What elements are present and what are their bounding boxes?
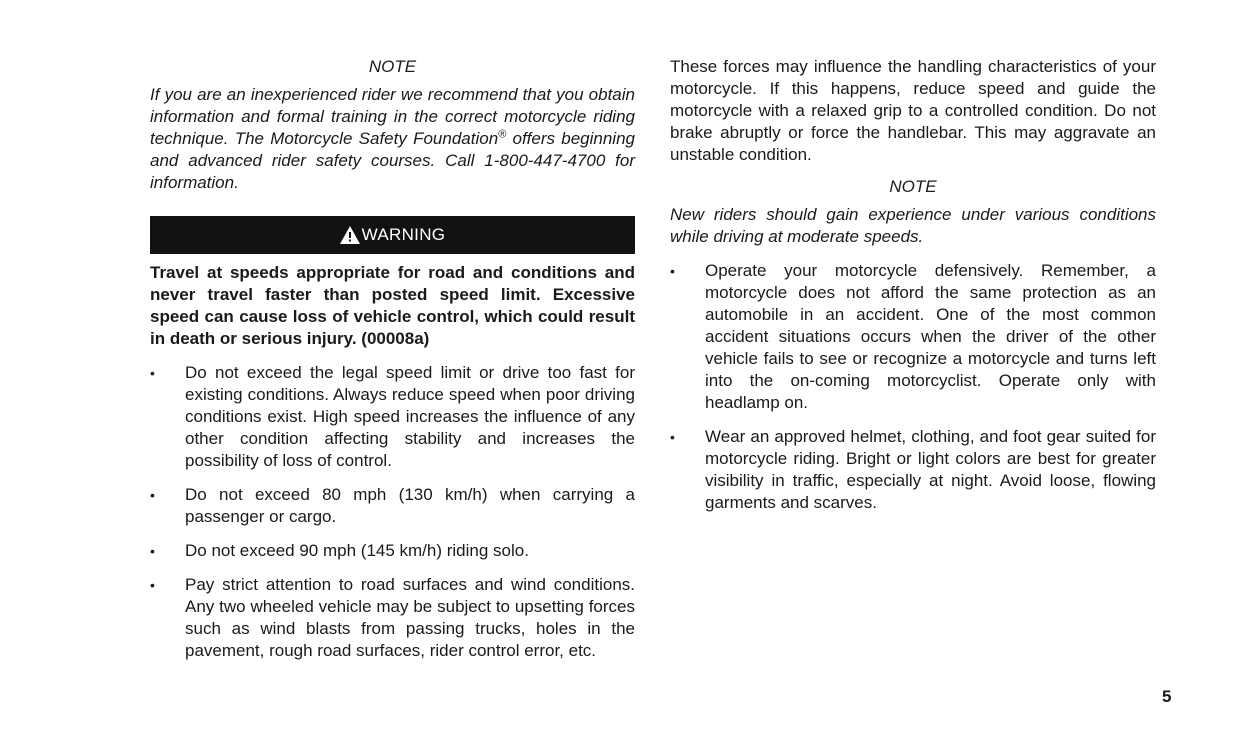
list-item: [670, 426, 1156, 514]
page-number: 5: [1162, 687, 1172, 706]
bullet-icon: •: [150, 543, 155, 559]
list-item-text: Pay strict attention to road surfaces and wind conditions. Any two wheeled vehicle may be subject to upsetting forces such as wind blasts from passing trucks, holes in the pavement, rough road surfaces, rider control error, etc.: [185, 575, 635, 660]
bullet-icon: •: [150, 487, 155, 503]
left-column: [150, 0, 635, 662]
list-item-text: Do not exceed the legal speed limit or drive too fast for existing conditions. Always reduce speed when poor driving conditions exist. High speed increases the influence of any other condition affecting stability and increases the possibility of loss of control.: [185, 363, 635, 470]
list-item: [150, 574, 635, 662]
note-text-part-2: offers beginning and advanced rider safety courses. Call 1-800-447-4700 for information.: [150, 129, 635, 192]
note-heading: NOTE: [368, 57, 417, 76]
note-text: [150, 84, 635, 194]
bullet-icon: •: [150, 365, 155, 381]
warning-text: Travel at speeds appropriate for road and conditions and never travel faster than posted speed limit. Excessive speed can cause loss of vehicle control, which could result in death or serious injury. (00008a): [150, 263, 635, 348]
list-item: [150, 540, 635, 562]
warning-bar: [150, 216, 635, 254]
right-column: [670, 0, 1156, 514]
list-item-text: Do not exceed 80 mph (130 km/h) when carrying a passenger or cargo.: [185, 485, 635, 526]
warning-triangle-icon: [340, 226, 360, 244]
warning-label: WARNING: [361, 225, 446, 244]
bullet-icon: •: [150, 577, 155, 593]
bullet-icon: •: [670, 429, 675, 445]
list-item: [150, 484, 635, 528]
registered-mark: ®: [498, 128, 507, 141]
right-bullet-list: [670, 260, 1156, 514]
list-item-text: Wear an approved helmet, clothing, and foot gear suited for motorcycle riding. Bright or light colors are best for greater visibility in traffic, especially at night. Avoid loose, flowing garments and scarves.: [705, 427, 1156, 512]
list-item-text: Do not exceed 90 mph (145 km/h) riding solo.: [185, 541, 529, 560]
list-item-text: Operate your motorcycle defensively. Remember, a motorcycle does not afford the same protection as an automobile in an accident. One of the most common accident situations occurs when the driver of the other vehicle fails to see or recognize a motorcycle and turns left into the on-coming motorcyclist. Operate only with headlamp on.: [705, 261, 1156, 412]
note-text-part-1: If you are an inexperienced rider we recommend that you obtain information and formal training in the correct motorcycle riding technique. The Motorcycle Safety Foundation: [150, 85, 635, 148]
list-item: [150, 362, 635, 472]
note-text: New riders should gain experience under various conditions while driving at moderate speeds.: [670, 205, 1156, 246]
intro-paragraph: These forces may influence the handling characteristics of your motorcycle. If this happens, reduce speed and guide the motorcycle with a relaxed grip to a controlled condition. Do not brake abruptly or force the handlebar. This may aggravate an unstable condition.: [670, 57, 1156, 164]
note-heading: NOTE: [889, 177, 937, 196]
bullet-icon: •: [670, 263, 675, 279]
left-bullet-list: [150, 362, 635, 662]
list-item: [670, 260, 1156, 414]
